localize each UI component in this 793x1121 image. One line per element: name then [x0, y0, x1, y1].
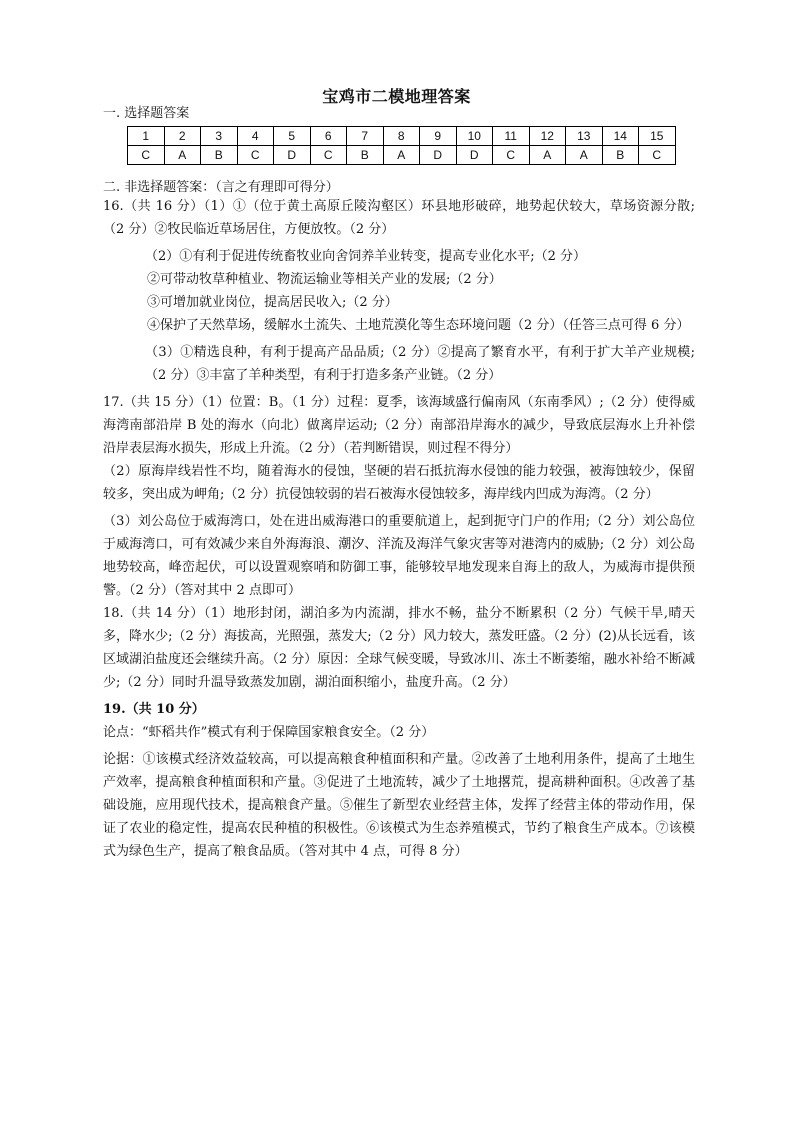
question-number-cell: 13: [566, 127, 603, 146]
question-number-cell: 9: [420, 127, 457, 146]
question-number-cell: 8: [383, 127, 420, 146]
question-number-cell: 11: [493, 127, 530, 146]
answer-letter-cell: A: [529, 146, 566, 165]
q16-part2-item2: ②可带动牧草种植业、物流运输业等相关产业的发展;（2 分）: [147, 272, 502, 287]
q16-part2-item4: ④保护了天然草场，缓解水土流失、土地荒漠化等生态环境问题（2 分）（任答三点可得 6 分）: [147, 318, 690, 333]
q16-part2-item3: ③可增加就业岗位，提高居民收入;（2 分）: [147, 295, 398, 310]
answer-letter-cell: A: [566, 146, 603, 165]
answer-table: [127, 126, 676, 165]
question-number-cell: 6: [310, 127, 347, 146]
answer-letter-cell: A: [164, 146, 201, 165]
question-number-cell: 14: [602, 127, 639, 146]
question-number-cell: 7: [347, 127, 384, 146]
answer-letter-cell: A: [383, 146, 420, 165]
answer-letter-cell: C: [310, 146, 347, 165]
answer-letter-cell: D: [456, 146, 493, 165]
question-number-cell: 12: [529, 127, 566, 146]
page-title: 宝鸡市二模地理答案: [322, 87, 471, 106]
answer-letter-cell: D: [420, 146, 457, 165]
question-number-cell: 4: [237, 127, 274, 146]
q17-part3: （3）刘公岛位于威海湾口，处在进出威海港口的重要航道上，起到扼守门户的作用;（2 分）刘公岛位于威海湾口，可有效减少来自外海海浪、潮汐、洋流及海洋气象灾害等对港湾内的威胁;（2 分）刘公岛地势较高，峰峦起伏，可以设置观察哨和防御工事，能够较早地发现来自海上的敌人，为威海市提供预警。（2 分）（答对其中 2 点即可）: [103, 514, 695, 598]
answer-letter-cell: C: [639, 146, 676, 165]
q17-part2: （2）原海岸线岩性不均，随着海水的侵蚀，坚硬的岩石抵抗海水侵蚀的能力较强，被海蚀较少，保留较多，突出成为岬角;（2 分）抗侵蚀较弱的岩石被海水侵蚀较多，海岸线内凹成为海湾。（2 分）: [103, 464, 695, 502]
section-nonchoice-heading: 二. 非选择题答案：（言之有理即可得分）: [103, 180, 339, 195]
q16-part3: （3）①精选良种，有利于提高产品品质;（2 分）②提高了繁育水平，有利于扩大羊产业规模;（2 分）③丰富了羊种类型，有利于打造多条产业链。（2 分）: [145, 345, 695, 383]
q18-answer: 18.（共 14 分）（1）地形封闭，湖泊多为内流湖，排水不畅，盐分不断累积（2 分）气候干旱,晴天多，降水少;（2 分）海拔高，光照强，蒸发大;（2 分）风力较大，蒸发旺盛。（2 分）(2)从长远看，该区域湖泊盐度还会继续升高。（2 分）原因：全球气候变暖，导致冰川、冻土不断萎缩，融水补给不断减少;（2 分）同时升温导致蒸发加剧，湖泊面积缩小，盐度升高。（2 分）: [103, 606, 695, 690]
answer-letter-cell: D: [274, 146, 311, 165]
question-number-cell: 1: [128, 127, 165, 146]
answer-letter-cell: C: [493, 146, 530, 165]
answer-letter-row: [128, 146, 676, 165]
answer-letter-cell: B: [201, 146, 238, 165]
answer-letter-cell: C: [237, 146, 274, 165]
answer-letter-cell: B: [347, 146, 384, 165]
q19-heading: 19.（共 10 分）: [103, 702, 205, 717]
question-number-cell: 3: [201, 127, 238, 146]
q16-part1: 16.（共 16 分）（1）①（位于黄土高原丘陵沟壑区）环县地形破碎，地势起伏较大，草场资源分散;（2 分）②牧民临近草场居住，方便放牧。（2 分）: [103, 199, 695, 237]
q19-claim: 论点：“虾稻共作”模式有利于保障国家粮食安全。（2 分）: [103, 725, 435, 740]
question-number-cell: 10: [456, 127, 493, 146]
question-number-cell: 15: [639, 127, 676, 146]
q16-part2-item1: （2）①有利于促进传统畜牧业向舍饲养羊业转变，提高专业化水平;（2 分）: [145, 249, 587, 264]
answer-letter-cell: B: [602, 146, 639, 165]
question-number-cell: 5: [274, 127, 311, 146]
q19-argument: 论据：①该模式经济效益较高，可以提高粮食种植面积和产量。②改善了土地利用条件，提高了土地生产效率，提高粮食种植面积和产量。③促进了土地流转，减少了土地撂荒，提高耕种面积。④改善了基础设施，应用现代技术，提高粮食产量。⑤催生了新型农业经营主体，发挥了经营主体的带动作用，保证了农业的稳定性，提高农民种植的积极性。⑥该模式为生态养殖模式，节约了粮食生产成本。⑦该模式为绿色生产，提高了粮食品质。（答对其中 4 点，可得 8 分）: [103, 752, 695, 859]
q17-part1: 17.（共 15 分）（1）位置：B。（1 分）过程：夏季，该海域盛行偏南风（东南季风）;（2 分）使得威海湾南部沿岸 B 处的海水（向北）做离岸运动;（2 分）南部沿岸海水的减少，导致底层海水上升补偿沿岸表层海水损失，形成上升流。（2 分）（若判断错误，则过程不得分）: [103, 395, 695, 456]
answers-body: [103, 195, 695, 863]
question-number-cell: 2: [164, 127, 201, 146]
section-choice-heading: 一. 选择题答案: [103, 106, 190, 121]
answer-letter-cell: C: [128, 146, 165, 165]
answer-number-row: [128, 127, 676, 146]
